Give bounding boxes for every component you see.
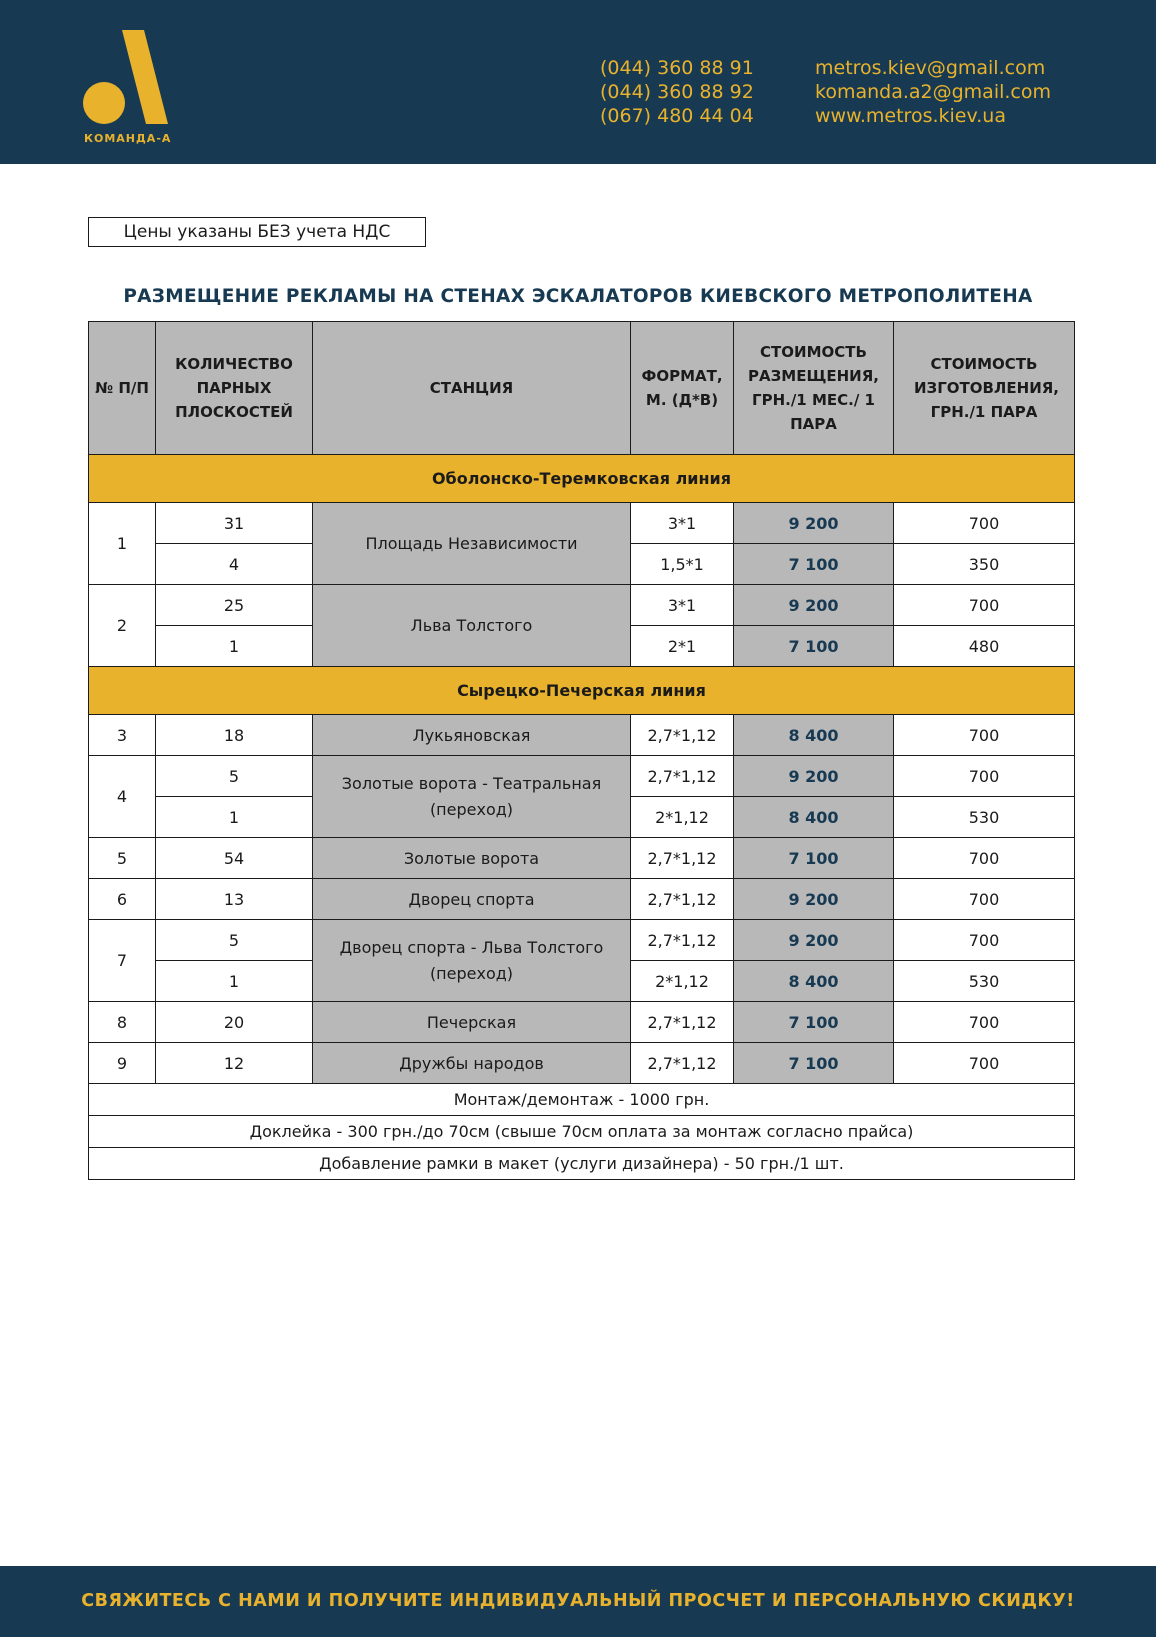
table-row xyxy=(89,1002,1075,1043)
line-header-row xyxy=(89,667,1075,715)
plane-count: 1 xyxy=(156,797,313,838)
placement-cost: 7 100 xyxy=(734,626,894,667)
format-cell: 2*1,12 xyxy=(631,961,734,1002)
plane-count: 13 xyxy=(156,879,313,920)
table-row xyxy=(89,585,1075,626)
format-cell: 3*1 xyxy=(631,585,734,626)
header-placement-cost: СТОИМОСТЬ РАЗМЕЩЕНИЯ, ГРН./1 МЕС./ 1 ПАРА xyxy=(734,322,894,455)
email-2[interactable]: komanda.a2@gmail.com xyxy=(815,81,1052,103)
station-number: 3 xyxy=(89,715,156,756)
contact-list xyxy=(815,56,1051,128)
plane-count: 12 xyxy=(156,1043,313,1084)
production-cost: 700 xyxy=(894,1043,1075,1084)
production-cost: 350 xyxy=(894,544,1075,585)
header-count: КОЛИЧЕСТВО ПАРНЫХ ПЛОСКОСТЕЙ xyxy=(156,322,313,455)
production-cost: 700 xyxy=(894,1002,1075,1043)
placement-cost: 7 100 xyxy=(734,838,894,879)
line-name: Оболонско-Теремковская линия xyxy=(89,455,1075,503)
table-row xyxy=(89,715,1075,756)
table-row xyxy=(89,838,1075,879)
website-link[interactable]: www.metros.kiev.ua xyxy=(815,105,1006,127)
station-number: 4 xyxy=(89,756,156,838)
note-row xyxy=(89,1084,1075,1116)
page-title: РАЗМЕЩЕНИЕ РЕКЛАМЫ НА СТЕНАХ ЭСКАЛАТОРОВ КИЕВСКОГО МЕТРОПОЛИТЕНА xyxy=(123,286,1033,307)
station-number: 9 xyxy=(89,1043,156,1084)
format-cell: 2,7*1,12 xyxy=(631,1043,734,1084)
production-cost: 700 xyxy=(894,879,1075,920)
station-name: Дворец спорта xyxy=(313,879,631,920)
production-cost: 700 xyxy=(894,585,1075,626)
note-reglue: Доклейка - 300 грн./до 70см (свыше 70см оплата за монтаж согласно прайса) xyxy=(89,1116,1075,1148)
placement-cost: 7 100 xyxy=(734,1043,894,1084)
placement-cost: 7 100 xyxy=(734,1002,894,1043)
format-cell: 3*1 xyxy=(631,503,734,544)
production-cost: 530 xyxy=(894,797,1075,838)
station-name: Печерская xyxy=(313,1002,631,1043)
placement-cost: 8 400 xyxy=(734,715,894,756)
note-row xyxy=(89,1148,1075,1180)
placement-cost: 9 200 xyxy=(734,585,894,626)
station-number: 2 xyxy=(89,585,156,667)
production-cost: 700 xyxy=(894,920,1075,961)
footer-banner: СВЯЖИТЕСЬ С НАМИ И ПОЛУЧИТЕ ИНДИВИДУАЛЬНЫЙ ПРОСЧЕТ И ПЕРСОНАЛЬНУЮ СКИДКУ! xyxy=(0,1566,1156,1637)
header-production-cost: СТОИМОСТЬ ИЗГОТОВЛЕНИЯ, ГРН./1 ПАРА xyxy=(894,322,1075,455)
plane-count: 54 xyxy=(156,838,313,879)
placement-cost: 9 200 xyxy=(734,879,894,920)
production-cost: 700 xyxy=(894,838,1075,879)
email-1[interactable]: metros.kiev@gmail.com xyxy=(815,57,1046,79)
header-station: СТАНЦИЯ xyxy=(313,322,631,455)
format-cell: 2,7*1,12 xyxy=(631,879,734,920)
plane-count: 5 xyxy=(156,756,313,797)
plane-count: 25 xyxy=(156,585,313,626)
placement-cost: 9 200 xyxy=(734,756,894,797)
note-frame: Добавление рамки в макет (услуги дизайнера) - 50 грн./1 шт. xyxy=(89,1148,1075,1180)
format-cell: 1,5*1 xyxy=(631,544,734,585)
format-cell: 2,7*1,12 xyxy=(631,920,734,961)
station-number: 6 xyxy=(89,879,156,920)
header xyxy=(0,0,1156,164)
price-table xyxy=(88,321,1075,1180)
phone-list xyxy=(600,56,754,128)
plane-count: 18 xyxy=(156,715,313,756)
table-row xyxy=(89,920,1075,961)
plane-count: 4 xyxy=(156,544,313,585)
placement-cost: 7 100 xyxy=(734,544,894,585)
format-cell: 2,7*1,12 xyxy=(631,1002,734,1043)
vat-notice: Цены указаны БЕЗ учета НДС xyxy=(88,217,426,247)
line-name: Сырецко-Печерская линия xyxy=(89,667,1075,715)
station-number: 7 xyxy=(89,920,156,1002)
note-row xyxy=(89,1116,1075,1148)
production-cost: 700 xyxy=(894,715,1075,756)
station-name: Золотые ворота - Театральная (переход) xyxy=(313,756,631,838)
production-cost: 700 xyxy=(894,503,1075,544)
station-number: 5 xyxy=(89,838,156,879)
placement-cost: 9 200 xyxy=(734,920,894,961)
header-format: ФОРМАТ, М. (Д*В) xyxy=(631,322,734,455)
station-number: 1 xyxy=(89,503,156,585)
placement-cost: 8 400 xyxy=(734,797,894,838)
phone-2[interactable]: (044) 360 88 92 xyxy=(600,81,754,103)
format-cell: 2*1,12 xyxy=(631,797,734,838)
header-num: № П/П xyxy=(89,322,156,455)
production-cost: 480 xyxy=(894,626,1075,667)
line-header-row xyxy=(89,455,1075,503)
station-name: Дружбы народов xyxy=(313,1043,631,1084)
plane-count: 20 xyxy=(156,1002,313,1043)
table-row xyxy=(89,879,1075,920)
logo-icon xyxy=(82,28,202,148)
plane-count: 1 xyxy=(156,626,313,667)
station-name: Лукьяновская xyxy=(313,715,631,756)
station-name: Золотые ворота xyxy=(313,838,631,879)
production-cost: 530 xyxy=(894,961,1075,1002)
plane-count: 1 xyxy=(156,961,313,1002)
phone-3[interactable]: (067) 480 44 04 xyxy=(600,105,754,127)
production-cost: 700 xyxy=(894,756,1075,797)
format-cell: 2,7*1,12 xyxy=(631,715,734,756)
station-number: 8 xyxy=(89,1002,156,1043)
format-cell: 2,7*1,12 xyxy=(631,838,734,879)
table-row xyxy=(89,503,1075,544)
station-name: Площадь Независимости xyxy=(313,503,631,585)
table-row xyxy=(89,756,1075,797)
station-name: Дворец спорта - Льва Толстого (переход) xyxy=(313,920,631,1002)
placement-cost: 9 200 xyxy=(734,503,894,544)
logo-text: КОМАНДА-А xyxy=(84,132,172,145)
table-header-row xyxy=(89,322,1075,455)
plane-count: 31 xyxy=(156,503,313,544)
plane-count: 5 xyxy=(156,920,313,961)
format-cell: 2,7*1,12 xyxy=(631,756,734,797)
station-name: Льва Толстого xyxy=(313,585,631,667)
note-mounting: Монтаж/демонтаж - 1000 грн. xyxy=(89,1084,1075,1116)
placement-cost: 8 400 xyxy=(734,961,894,1002)
format-cell: 2*1 xyxy=(631,626,734,667)
phone-1[interactable]: (044) 360 88 91 xyxy=(600,57,754,79)
table-row xyxy=(89,1043,1075,1084)
